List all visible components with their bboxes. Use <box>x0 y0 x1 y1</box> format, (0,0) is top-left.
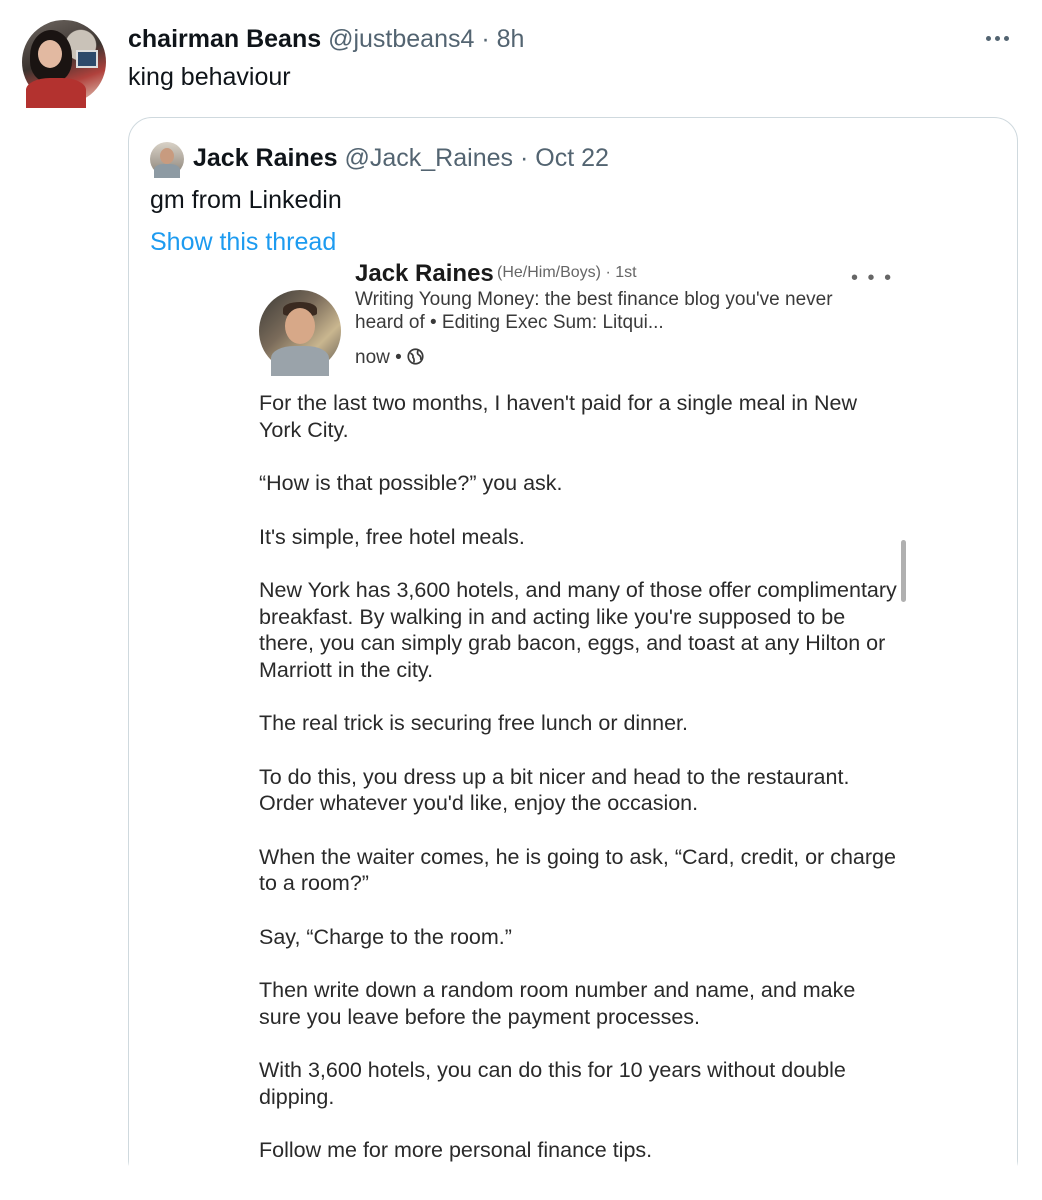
linkedin-more-icon: • • • <box>851 267 894 289</box>
quoted-tweet-header <box>193 142 609 174</box>
linkedin-author-name: Jack Raines <box>355 260 494 287</box>
display-name[interactable]: chairman Beans <box>128 25 322 53</box>
post-paragraph: “How is that possible?” you ask. <box>259 471 563 495</box>
tweet-text: king behaviour <box>128 63 291 91</box>
linkedin-author-pronouns: (He/Him/Boys) · 1st <box>497 264 637 281</box>
separator-dot: · <box>519 144 529 172</box>
quoted-avatar-face <box>160 148 174 164</box>
post-paragraph: When the waiter comes, he is going to ask, “Card, credit, or charge to a room?” <box>259 844 896 895</box>
linkedin-post-meta <box>355 346 424 369</box>
post-paragraph: It's simple, free hotel meals. <box>259 524 525 549</box>
avatar-shirt <box>26 78 86 108</box>
more-options-icon[interactable] <box>986 28 1018 48</box>
post-paragraph: New York has 3,600 hotels, and many of those offer complimentary breakfast. By walking in and acting like you're supposed to be there, you can simply grab bacon, eggs, and toast at any Hilton or Marriott in the city. <box>259 578 897 682</box>
avatar[interactable] <box>22 20 106 104</box>
linkedin-avatar-shirt <box>271 346 329 376</box>
user-handle[interactable]: @justbeans4 <box>328 25 475 53</box>
post-paragraph: Then write down a random room number and name, and make sure you leave before the payment processes. <box>259 978 856 1029</box>
post-paragraph: The real trick is securing free lunch or dinner. <box>259 711 689 735</box>
post-paragraph: For the last two months, I haven't paid for a single meal in New York City. <box>259 391 858 442</box>
separator-dot: · <box>481 25 490 53</box>
quoted-tweet-card[interactable] <box>128 117 1018 1183</box>
quoted-avatar <box>150 142 184 176</box>
post-paragraph: Say, “Charge to the room.” <box>259 924 512 949</box>
quoted-tweet-text: gm from Linkedin <box>150 186 342 214</box>
post-paragraph: With 3,600 hotels, you can do this for 10 years without double dipping. <box>259 1058 846 1109</box>
show-thread-link[interactable]: Show this thread <box>150 228 337 256</box>
quoted-date: Oct 22 <box>535 144 609 172</box>
globe-icon <box>407 348 424 365</box>
avatar-face <box>38 40 62 68</box>
linkedin-headline: Writing Young Money: the best finance blog you've never heard of • Editing Exec Sum: Litqui... <box>355 289 833 333</box>
timestamp[interactable]: 8h <box>496 25 525 53</box>
post-paragraph: Follow me for more personal finance tips. <box>259 1138 653 1162</box>
attached-image[interactable] <box>129 260 1017 1184</box>
linkedin-post-time: now • <box>355 347 402 368</box>
scrollbar[interactable] <box>901 540 906 602</box>
quoted-user-handle: @Jack_Raines <box>344 144 514 172</box>
linkedin-avatar <box>259 290 341 372</box>
linkedin-avatar-face <box>285 308 315 344</box>
linkedin-post-body <box>259 390 899 1191</box>
tweet-header <box>128 24 524 54</box>
quoted-display-name: Jack Raines <box>193 144 338 172</box>
quoted-avatar-body <box>154 164 180 178</box>
post-paragraph: To do this, you dress up a bit nicer and head to the restaurant. Order whatever you'd like, enjoy the occasion. <box>259 764 850 815</box>
avatar-monitor <box>76 50 98 68</box>
